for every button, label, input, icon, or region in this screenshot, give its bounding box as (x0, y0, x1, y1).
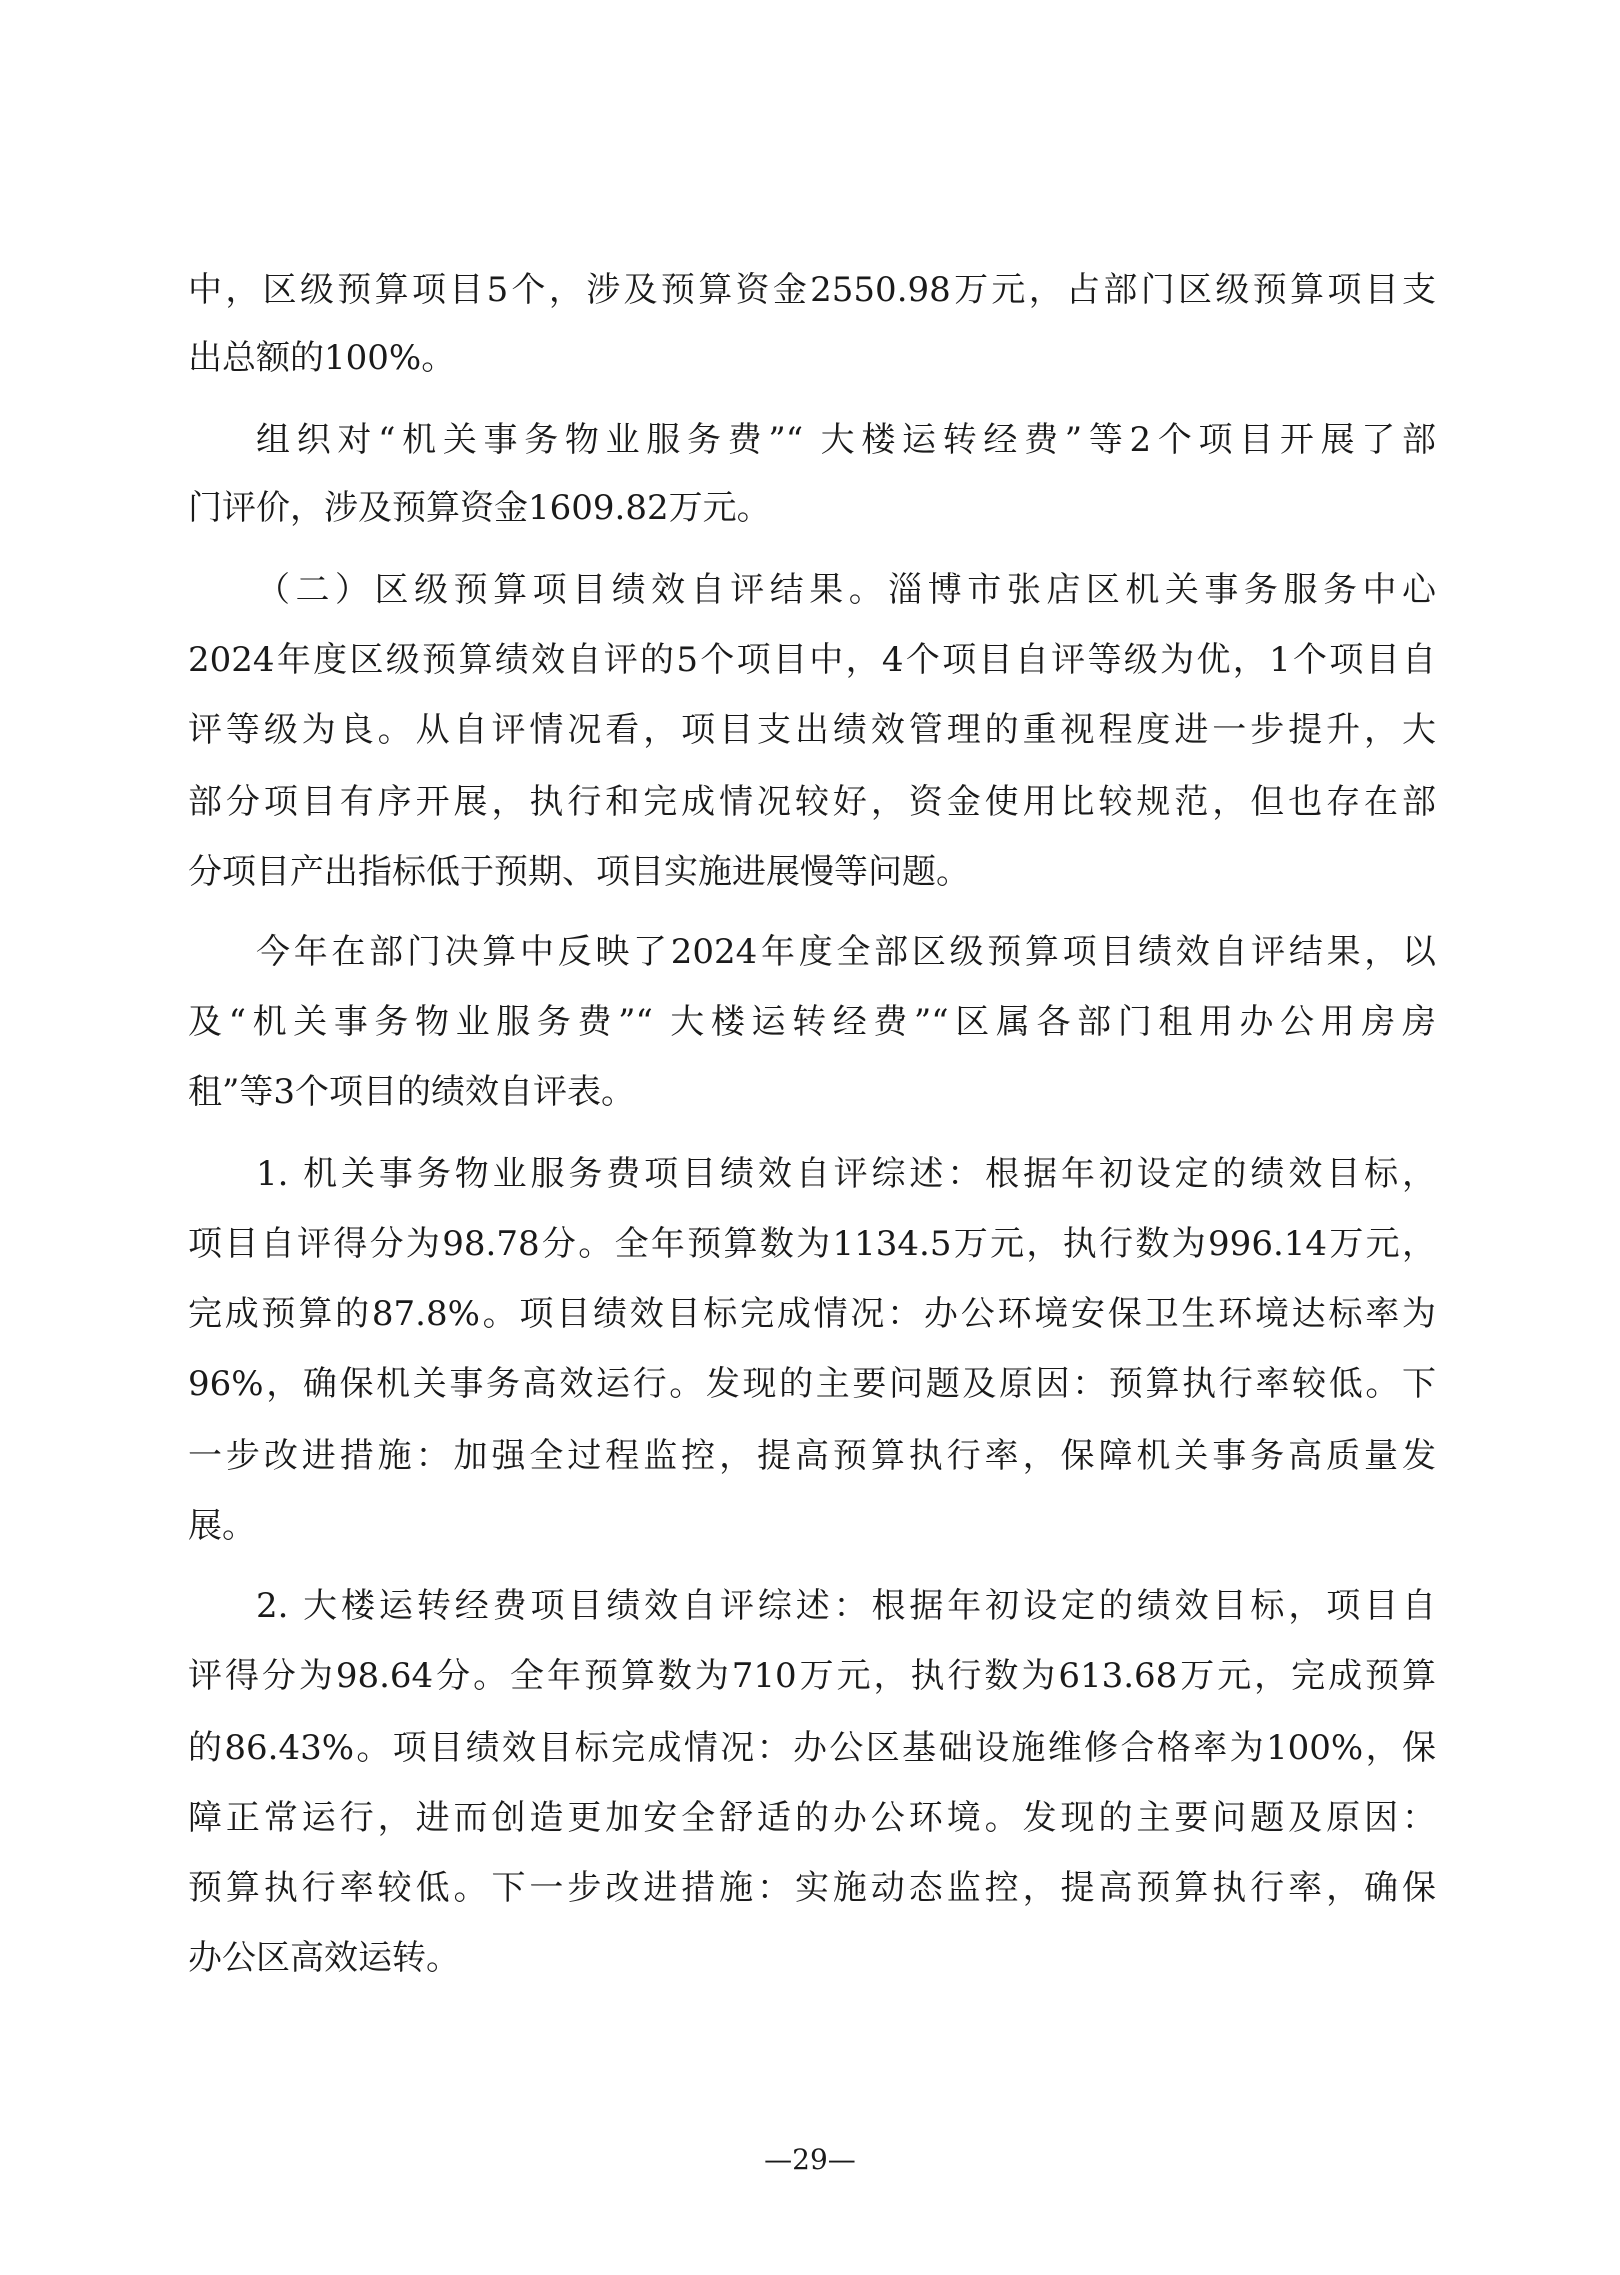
text-line: 1. 机关事务物业服务费项目绩效自评综述：根据年初设定的绩效目标， (256, 1154, 1436, 1194)
page-number: —29— (764, 2143, 856, 2176)
text-line: 项目自评得分为98.78分。全年预算数为1134.5万元，执行数为996.14万元， (188, 1224, 1436, 1264)
text-line: 部分项目有序开展，执行和完成情况较好，资金使用比较规范，但也存在部 (188, 782, 1436, 822)
text-line: 一步改进措施：加强全过程监控，提高预算执行率，保障机关事务高质量发 (188, 1436, 1436, 1476)
text-line: 障正常运行，进而创造更加安全舒适的办公环境。发现的主要问题及原因： (188, 1798, 1436, 1838)
text-line: 租”等3个项目的绩效自评表。 (188, 1072, 636, 1112)
text-line: 出总额的100%。 (188, 338, 456, 378)
text-line: 2. 大楼运转经费项目绩效自评综述：根据年初设定的绩效目标，项目自 (256, 1586, 1436, 1626)
text-line: 预算执行率较低。下一步改进措施：实施动态监控，提高预算执行率，确保 (188, 1868, 1436, 1908)
text-line: 96%，确保机关事务高效运行。发现的主要问题及原因：预算执行率较低。下 (188, 1364, 1436, 1404)
text-line: 门评价，涉及预算资金1609.82万元。 (188, 488, 771, 528)
text-line: （二）区级预算项目绩效自评结果。淄博市张店区机关事务服务中心 (256, 570, 1436, 610)
text-line: 展。 (188, 1506, 256, 1546)
text-line: 及“机关事务物业服务费”“ 大楼运转经费”“区属各部门租用办公用房房 (188, 1002, 1436, 1042)
text-line: 的86.43%。项目绩效目标完成情况：办公区基础设施维修合格率为100%，保 (188, 1728, 1436, 1768)
text-line: 完成预算的87.8%。项目绩效目标完成情况：办公环境安保卫生环境达标率为 (188, 1294, 1436, 1334)
text-line: 今年在部门决算中反映了2024年度全部区级预算项目绩效自评结果，以 (256, 932, 1436, 972)
text-line: 分项目产出指标低于预期、项目实施进展慢等问题。 (188, 852, 970, 892)
text-line: 2024年度区级预算绩效自评的5个项目中，4个项目自评等级为优，1个项目自 (188, 640, 1436, 680)
text-line: 评得分为98.64分。全年预算数为710万元，执行数为613.68万元，完成预算 (188, 1656, 1436, 1696)
text-line: 评等级为良。从自评情况看，项目支出绩效管理的重视程度进一步提升，大 (188, 710, 1436, 750)
text-line: 办公区高效运转。 (188, 1938, 460, 1978)
text-line: 中，区级预算项目5个，涉及预算资金2550.98万元，占部门区级预算项目支 (188, 270, 1436, 310)
text-line: 组织对“机关事务物业服务费”“ 大楼运转经费”等2个项目开展了部 (256, 420, 1436, 460)
